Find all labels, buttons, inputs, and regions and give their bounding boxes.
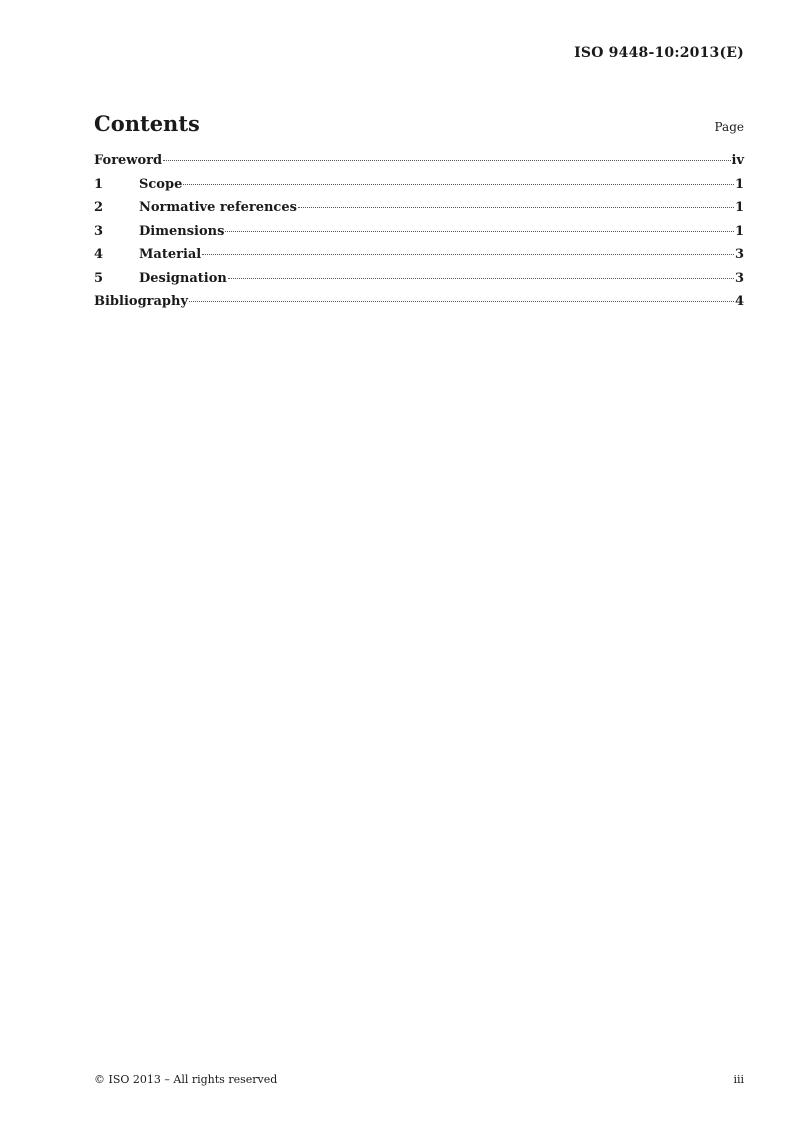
toc-entry-page: 4 [734, 294, 744, 309]
toc-entry-bibliography[interactable] [94, 294, 744, 318]
copyright-notice: © ISO 2013 – All rights reserved [94, 1073, 278, 1086]
toc-entry-title[interactable]: Foreword [94, 153, 163, 168]
dot-leader [228, 278, 734, 279]
toc-entry-normative-references[interactable] [94, 200, 744, 224]
toc-entry-title[interactable]: Material [139, 247, 202, 262]
page-footer [94, 1073, 744, 1086]
toc-entry-title[interactable]: Normative references [139, 200, 297, 215]
toc-entry-title[interactable]: Dimensions [139, 223, 225, 239]
toc-entry-number: 4 [94, 247, 104, 262]
contents-title: Contents [94, 111, 200, 136]
dot-leader [163, 160, 730, 161]
page-number: iii [733, 1073, 744, 1086]
toc-entry-page: iv [731, 153, 744, 168]
toc-entry-material[interactable] [94, 247, 744, 271]
dot-leader [202, 254, 734, 255]
toc-entry-number: 3 [94, 223, 104, 239]
toc-entry-title[interactable]: Designation [139, 270, 227, 286]
page-column-label: Page [714, 120, 744, 134]
toc-entry-dimensions[interactable] [94, 224, 744, 248]
toc-entry-page: 1 [734, 176, 744, 192]
toc-entry-foreword[interactable] [94, 153, 744, 177]
toc-entry-title[interactable]: Scope [139, 176, 183, 192]
toc-entry-page: 3 [734, 247, 744, 262]
toc-entry-number: 1 [94, 176, 104, 192]
table-of-contents [94, 153, 744, 318]
toc-entry-number: 5 [94, 270, 104, 286]
dot-leader [298, 207, 734, 208]
dot-leader [189, 301, 734, 302]
toc-entry-number: 2 [94, 200, 104, 215]
toc-entry-page: 1 [734, 200, 744, 215]
toc-entry-page: 3 [734, 270, 744, 286]
contents-header [94, 111, 744, 136]
document-id: ISO 9448-10:2013(E) [574, 45, 744, 61]
toc-entry-page: 1 [734, 223, 744, 239]
dot-leader [183, 184, 734, 185]
toc-entry-title[interactable]: Bibliography [94, 294, 189, 309]
dot-leader [225, 231, 734, 232]
toc-entry-scope[interactable] [94, 177, 744, 201]
toc-entry-designation[interactable] [94, 271, 744, 295]
